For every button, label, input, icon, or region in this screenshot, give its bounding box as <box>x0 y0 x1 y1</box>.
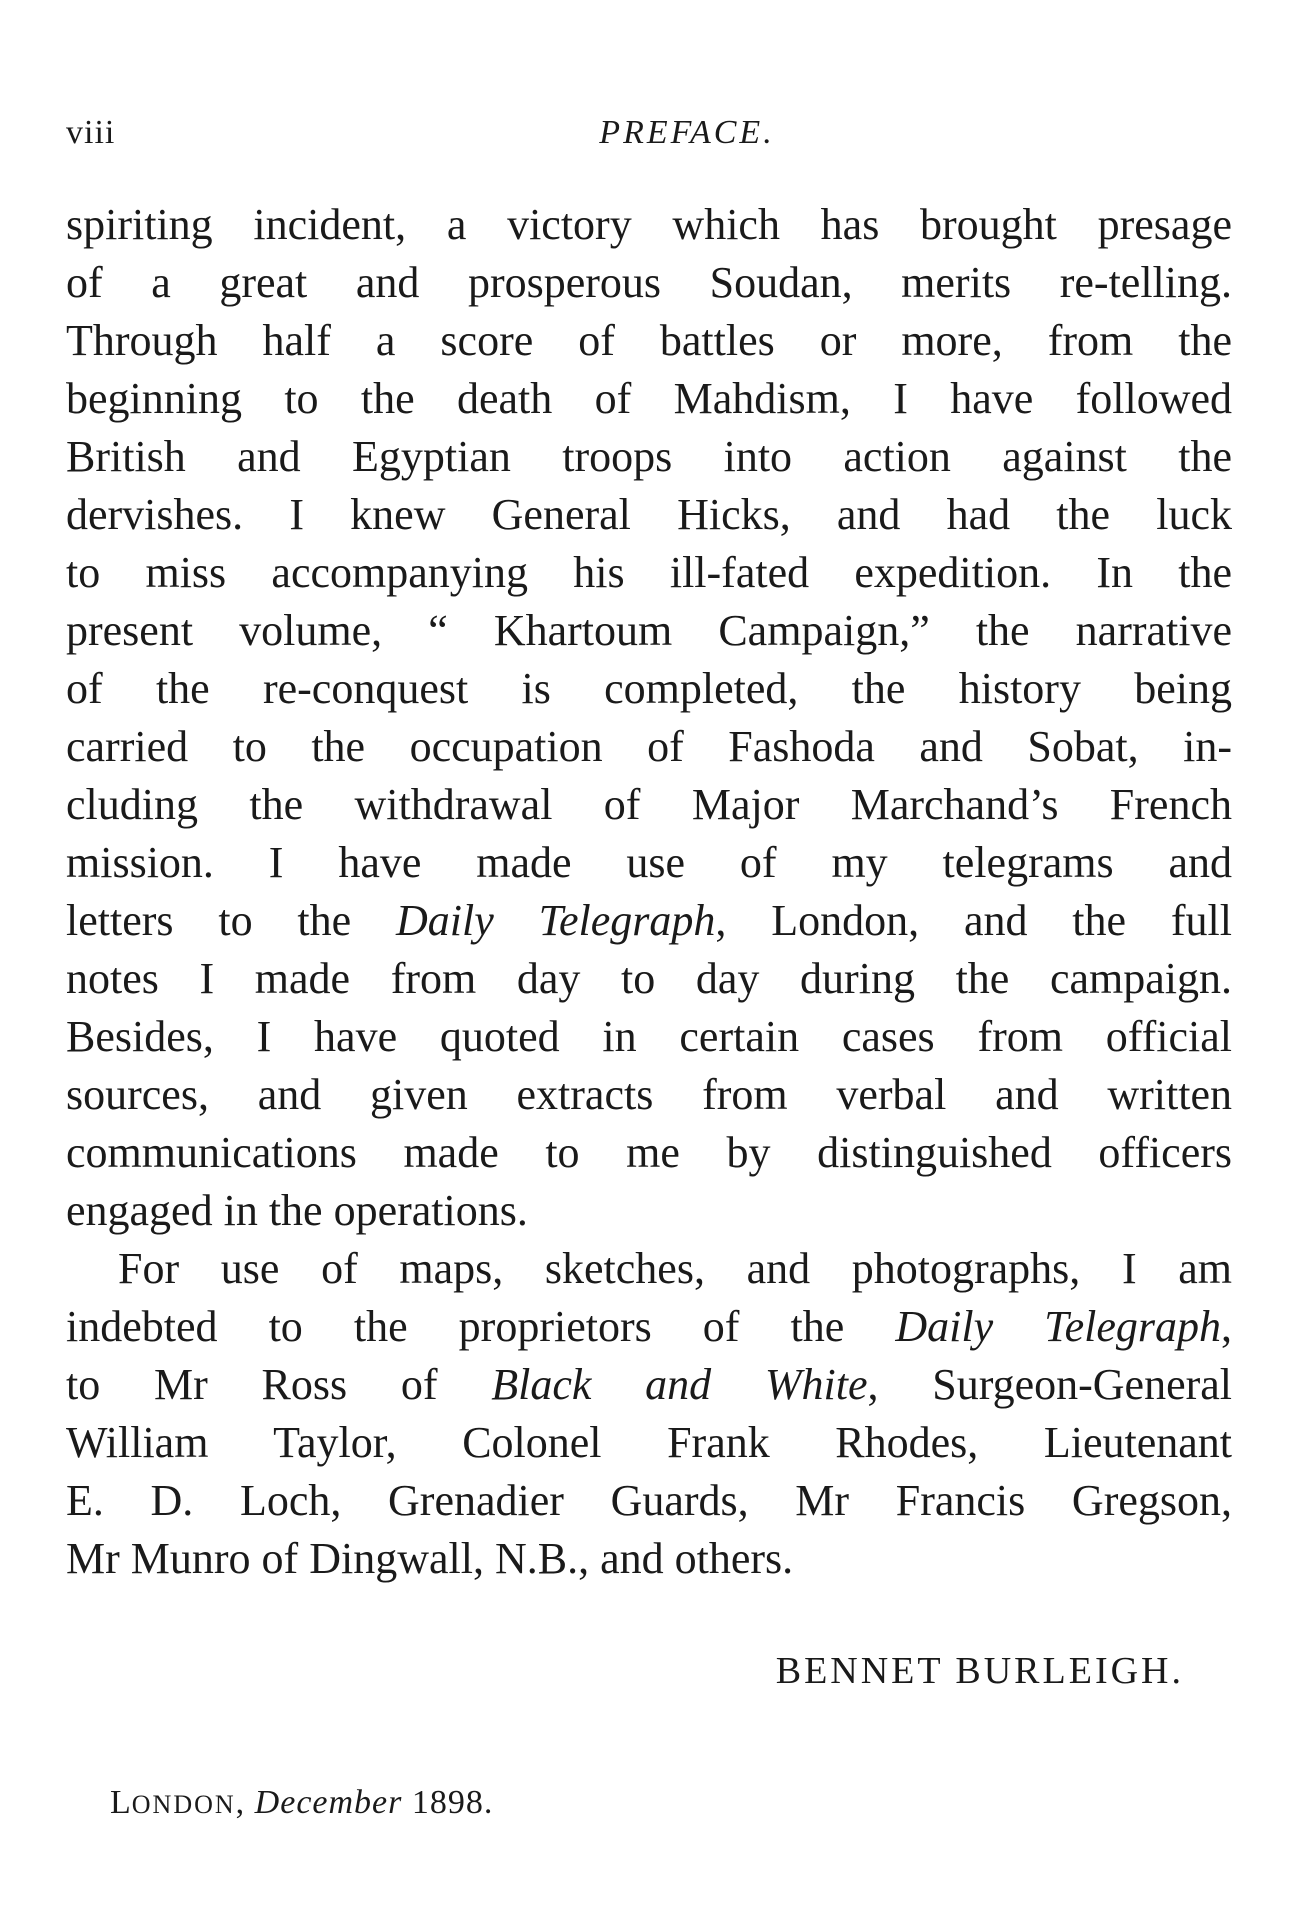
text-line: Through half a score of battles or more, from the <box>66 316 1232 365</box>
italic-title: Daily Telegraph <box>395 896 716 945</box>
text-line: British and Egyptian troops into action against the <box>66 432 1232 481</box>
page-number: viii <box>66 114 116 151</box>
date-year: 1898. <box>411 1784 494 1821</box>
date-month: December <box>254 1784 403 1821</box>
text-line: cluding the withdrawal of Major Marchand’s French <box>66 780 1232 829</box>
text-line: E. D. Loch, Grenadier Guards, Mr Francis Gregson, <box>66 1476 1232 1525</box>
italic-title: Daily Telegraph <box>895 1302 1222 1351</box>
text-segment: letters to the <box>66 896 396 945</box>
text-line-with-italic <box>66 892 1232 950</box>
text-line: spiriting incident, a victory which has brought presage <box>66 200 1232 249</box>
text-line: sources, and given extracts from verbal and written <box>66 1070 1232 1119</box>
text-segment: , Surgeon-General <box>867 1360 1233 1409</box>
italic-title: Black and White <box>491 1360 868 1409</box>
text-line: For use of maps, sketches, and photographs, I am <box>118 1244 1232 1293</box>
text-segment: , London, and the full <box>715 896 1232 945</box>
page-header <box>66 108 1238 158</box>
text-segment: indebted to the proprietors of the <box>66 1302 896 1351</box>
running-title: PREFACE. <box>599 114 775 151</box>
text-line: Mr Munro of Dingwall, N.B., and others. <box>66 1534 794 1583</box>
text-line: notes I made from day to day during the campaign. <box>66 954 1232 1003</box>
text-line: present volume, “ Khartoum Campaign,” the narrative <box>66 606 1232 655</box>
text-line-with-italic <box>66 1298 1232 1356</box>
text-line: Besides, I have quoted in certain cases from official <box>66 1012 1232 1061</box>
author-signature: BENNET BURLEIGH. <box>775 1650 1184 1692</box>
text-line-with-italic <box>66 1356 1232 1414</box>
text-line: communications made to me by distinguished officers <box>66 1128 1232 1177</box>
dateline <box>110 1778 493 1830</box>
text-line: of a great and prosperous Soudan, merits re-telling. <box>66 258 1232 307</box>
text-line: to miss accompanying his ill-fated expedition. In the <box>66 548 1232 597</box>
text-line: engaged in the operations. <box>66 1186 528 1235</box>
text-line: beginning to the death of Mahdism, I have followed <box>66 374 1232 423</box>
place-comma: , <box>235 1784 246 1821</box>
text-segment: , <box>1221 1302 1233 1351</box>
text-segment: to Mr Ross of <box>66 1360 492 1409</box>
preface-body <box>66 196 1232 1588</box>
place-initial: L <box>110 1784 132 1821</box>
text-line: William Taylor, Colonel Frank Rhodes, Lieutenant <box>66 1418 1232 1467</box>
text-line: of the re-conquest is completed, the history being <box>66 664 1232 713</box>
text-line: mission. I have made use of my telegrams and <box>66 838 1232 887</box>
text-line: dervishes. I knew General Hicks, and had the luck <box>66 490 1232 539</box>
text-line: carried to the occupation of Fashoda and Sobat, in- <box>66 722 1232 771</box>
place-rest: ONDON <box>131 1790 236 1819</box>
